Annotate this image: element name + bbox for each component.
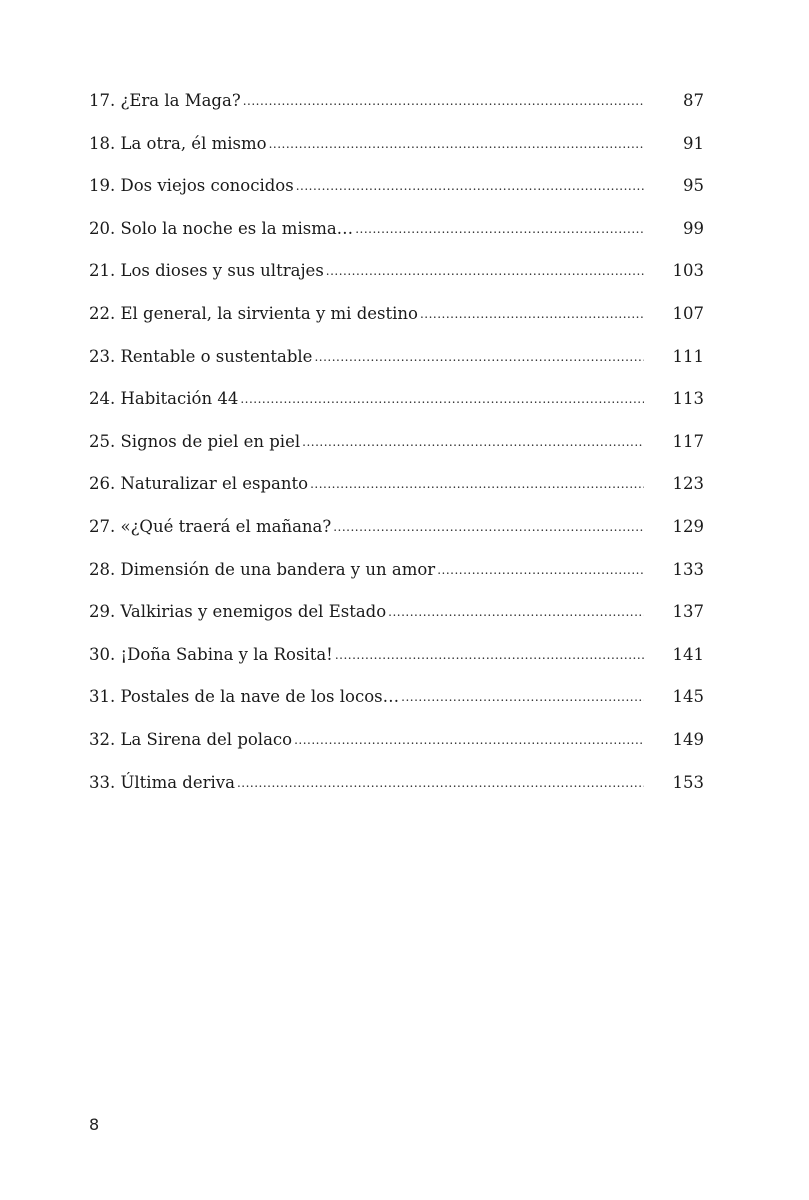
toc-entry-page: 117 <box>672 431 704 451</box>
dot-leader <box>388 599 644 625</box>
toc-entry-title: 30. ¡Doña Sabina y la Rosita! <box>89 644 333 664</box>
toc-entry-page: 123 <box>672 474 704 494</box>
dot-leader <box>333 514 644 540</box>
toc-entry-title: 22. El general, la sirvienta y mi destino <box>89 303 418 323</box>
toc-entry-page: 103 <box>672 261 704 281</box>
toc-entry-title: 24. Habitación 44 <box>89 389 239 409</box>
toc-entry-page: 129 <box>672 516 704 536</box>
toc-entry-title: 28. Dimensión de una bandera y un amor <box>89 559 436 579</box>
toc-entry-page: 107 <box>672 303 704 323</box>
dot-leader <box>437 557 644 583</box>
toc-entry[interactable] <box>89 386 704 429</box>
dot-leader <box>335 642 644 668</box>
toc-entry-title: 21. Los dioses y sus ultrajes <box>89 261 324 281</box>
toc-entry[interactable] <box>89 471 704 514</box>
dot-leader <box>243 88 644 114</box>
toc-entry-page: 99 <box>683 218 704 238</box>
toc-entry[interactable] <box>89 557 704 600</box>
toc-entry-page: 149 <box>672 729 704 749</box>
toc-entry-page: 113 <box>672 389 704 409</box>
dot-leader <box>237 770 644 796</box>
toc-entry-page: 87 <box>683 91 704 110</box>
toc-entry-page: 153 <box>672 772 704 792</box>
toc-entry-title: 31. Postales de la nave de los locos… <box>89 687 400 707</box>
toc-entry-page: 137 <box>672 602 704 622</box>
toc-entry-title: 17. ¿Era la Maga? <box>89 91 241 110</box>
toc-entry-page: 141 <box>672 644 704 664</box>
toc-entry[interactable] <box>89 770 704 813</box>
toc-entry-title: 23. Rentable o sustentable <box>89 346 313 366</box>
toc-entry[interactable] <box>89 642 704 685</box>
dot-leader <box>326 258 644 284</box>
dot-leader <box>294 727 644 753</box>
toc-entry-title: 32. La Sirena del polaco <box>89 729 293 749</box>
dot-leader <box>401 684 644 710</box>
dot-leader <box>240 386 644 412</box>
toc-entry-title: 18. La otra, él mismo <box>89 133 267 153</box>
toc-entry[interactable] <box>89 131 704 174</box>
toc-entry[interactable] <box>89 727 704 770</box>
dot-leader <box>296 173 644 199</box>
dot-leader <box>420 301 644 327</box>
toc-entry[interactable] <box>89 301 704 344</box>
toc-entry-page: 133 <box>672 559 704 579</box>
toc-entry-page: 91 <box>683 133 704 153</box>
toc-entry[interactable] <box>89 429 704 472</box>
toc-entry[interactable] <box>89 258 704 301</box>
toc-entry[interactable] <box>89 599 704 642</box>
toc-entry-title: 27. «¿Qué traerá el mañana? <box>89 516 332 536</box>
dot-leader <box>310 471 644 497</box>
toc-entry-title: 29. Valkirias y enemigos del Estado <box>89 602 387 622</box>
toc-entry-title: 20. Solo la noche es la misma… <box>89 218 354 238</box>
dot-leader <box>302 429 644 455</box>
toc-entry-title: 25. Signos de piel en piel <box>89 431 301 451</box>
toc-entry[interactable] <box>89 173 704 216</box>
toc-entry[interactable] <box>89 684 704 727</box>
toc-entry-title: 19. Dos viejos conocidos <box>89 176 294 196</box>
dot-leader <box>269 131 644 157</box>
toc-entry[interactable] <box>89 216 704 259</box>
dot-leader <box>314 344 644 370</box>
toc-entry[interactable] <box>89 344 704 387</box>
table-of-contents <box>89 88 704 812</box>
toc-entry[interactable] <box>89 88 704 131</box>
toc-entry-page: 111 <box>672 346 704 366</box>
toc-entry[interactable] <box>89 514 704 557</box>
dot-leader <box>355 216 644 242</box>
page-number: 8 <box>89 1115 100 1134</box>
toc-entry-title: 33. Última deriva <box>89 772 235 792</box>
toc-entry-title: 26. Naturalizar el espanto <box>89 474 309 494</box>
toc-entry-page: 145 <box>672 687 704 707</box>
toc-entry-page: 95 <box>683 176 704 196</box>
